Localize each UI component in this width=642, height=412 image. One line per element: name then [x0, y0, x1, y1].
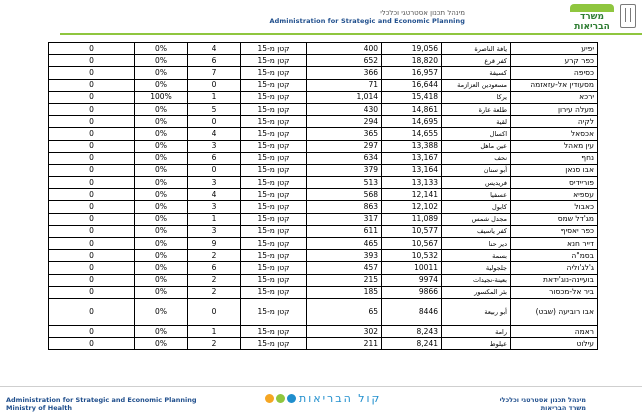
- table-row: [49, 91, 598, 103]
- count-cell: 71: [307, 79, 382, 91]
- footer-divider: [0, 386, 642, 387]
- hebrew-name-cell: בסמ"ה: [511, 250, 598, 262]
- population-cell: 16,957: [382, 67, 442, 79]
- count-cell: 211: [307, 338, 382, 350]
- count-cell: 634: [307, 152, 382, 164]
- category-cell: קטן מ-15: [241, 189, 307, 201]
- number-cell: 7: [188, 67, 241, 79]
- table-row: [49, 177, 598, 189]
- category-cell: קטן מ-15: [241, 286, 307, 298]
- population-cell: 13,164: [382, 164, 442, 176]
- arabic-name-cell: عين ماهل: [442, 140, 511, 152]
- category-cell: קטן מ-15: [241, 250, 307, 262]
- number-cell: 3: [188, 225, 241, 237]
- zero-cell: 0: [49, 152, 135, 164]
- hebrew-name-cell: ירכא: [511, 91, 598, 103]
- population-cell: 10011: [382, 262, 442, 274]
- hebrew-name-cell: נחף: [511, 152, 598, 164]
- population-cell: 16,644: [382, 79, 442, 91]
- kol-logo-dots-icon: [265, 394, 296, 403]
- count-cell: 652: [307, 55, 382, 67]
- population-cell: 14,655: [382, 128, 442, 140]
- state-emblem-icon: [620, 4, 636, 28]
- arabic-name-cell: طلعة عارة: [442, 103, 511, 115]
- arabic-name-cell: عسفيا: [442, 189, 511, 201]
- zero-cell: 0: [49, 91, 135, 103]
- population-cell: 9866: [382, 286, 442, 298]
- arabic-name-cell: يركا: [442, 91, 511, 103]
- number-cell: 3: [188, 140, 241, 152]
- count-cell: 568: [307, 189, 382, 201]
- hebrew-name-cell: אכסאל: [511, 128, 598, 140]
- category-cell: קטן מ-15: [241, 91, 307, 103]
- arabic-name-cell: أبو ربيعة: [442, 298, 511, 325]
- zero-cell: 0: [49, 225, 135, 237]
- percent-cell: 0%: [135, 152, 188, 164]
- category-cell: קטן מ-15: [241, 298, 307, 325]
- percent-cell: 0%: [135, 325, 188, 337]
- population-cell: 11,089: [382, 213, 442, 225]
- arabic-name-cell: بئر المكسور: [442, 286, 511, 298]
- table-row: [49, 201, 598, 213]
- hebrew-name-cell: פוריידיס: [511, 177, 598, 189]
- hebrew-name-cell: אבו רוביעה (שבט): [511, 298, 598, 325]
- count-cell: 365: [307, 128, 382, 140]
- category-cell: קטן מ-15: [241, 325, 307, 337]
- count-cell: 294: [307, 116, 382, 128]
- zero-cell: 0: [49, 338, 135, 350]
- population-cell: 9974: [382, 274, 442, 286]
- zero-cell: 0: [49, 274, 135, 286]
- population-cell: 10,577: [382, 225, 442, 237]
- count-cell: 611: [307, 225, 382, 237]
- footer-admin-line: Administration for Strategic and Economic Planning: [6, 396, 197, 404]
- ministry-of-health-logo: [570, 2, 614, 30]
- zero-cell: 0: [49, 116, 135, 128]
- arabic-name-cell: مجدل شمس: [442, 213, 511, 225]
- zero-cell: 0: [49, 128, 135, 140]
- table-row: [49, 213, 598, 225]
- table-row: [49, 325, 598, 337]
- arabic-name-cell: نحف: [442, 152, 511, 164]
- arabic-name-cell: جلجولية: [442, 262, 511, 274]
- zero-cell: 0: [49, 325, 135, 337]
- number-cell: 1: [188, 325, 241, 337]
- number-cell: 0: [188, 79, 241, 91]
- arabic-name-cell: كسيفة: [442, 67, 511, 79]
- percent-cell: 0%: [135, 286, 188, 298]
- population-cell: 15,418: [382, 91, 442, 103]
- count-cell: 366: [307, 67, 382, 79]
- zero-cell: 0: [49, 67, 135, 79]
- percent-cell: 0%: [135, 140, 188, 152]
- population-cell: 13,133: [382, 177, 442, 189]
- percent-cell: 0%: [135, 128, 188, 140]
- category-cell: קטן מ-15: [241, 43, 307, 55]
- zero-cell: 0: [49, 250, 135, 262]
- population-cell: 8,241: [382, 338, 442, 350]
- zero-cell: 0: [49, 201, 135, 213]
- header-divider: [60, 33, 642, 35]
- count-cell: 393: [307, 250, 382, 262]
- count-cell: 379: [307, 164, 382, 176]
- moh-logo-text: משרד הבריאות: [574, 12, 610, 32]
- number-cell: 4: [188, 189, 241, 201]
- percent-cell: 0%: [135, 213, 188, 225]
- table-row: [49, 128, 598, 140]
- arabic-name-cell: رامة: [442, 325, 511, 337]
- population-cell: 13,388: [382, 140, 442, 152]
- zero-cell: 0: [49, 189, 135, 201]
- population-cell: 8,243: [382, 325, 442, 337]
- footer-ministry-he-line: משרד הבריאות: [540, 404, 586, 412]
- category-cell: קטן מ-15: [241, 128, 307, 140]
- count-cell: 430: [307, 103, 382, 115]
- category-cell: קטן מ-15: [241, 103, 307, 115]
- arabic-name-cell: لقية: [442, 116, 511, 128]
- number-cell: 2: [188, 250, 241, 262]
- count-cell: 185: [307, 286, 382, 298]
- category-cell: קטן מ-15: [241, 79, 307, 91]
- page-header: [0, 0, 642, 38]
- arabic-name-cell: بسمة: [442, 250, 511, 262]
- admin-title-english: Administration for Strategic and Economic Planning: [269, 17, 465, 25]
- admin-title: [265, 9, 465, 25]
- header-logos: [570, 2, 636, 30]
- percent-cell: 0%: [135, 250, 188, 262]
- table-row: [49, 262, 598, 274]
- hebrew-name-cell: כפר קרע: [511, 55, 598, 67]
- hebrew-name-cell: עין מאהל: [511, 140, 598, 152]
- percent-cell: 100%: [135, 91, 188, 103]
- number-cell: 2: [188, 274, 241, 286]
- percent-cell: 0%: [135, 201, 188, 213]
- zero-cell: 0: [49, 213, 135, 225]
- percent-cell: 0%: [135, 164, 188, 176]
- category-cell: קטן מ-15: [241, 116, 307, 128]
- category-cell: קטן מ-15: [241, 140, 307, 152]
- zero-cell: 0: [49, 238, 135, 250]
- category-cell: קטן מ-15: [241, 152, 307, 164]
- percent-cell: 0%: [135, 103, 188, 115]
- count-cell: 215: [307, 274, 382, 286]
- admin-title-hebrew: מינהל תכנון אסטרטגי וכלכלי: [380, 9, 465, 17]
- percent-cell: 0%: [135, 189, 188, 201]
- percent-cell: 0%: [135, 262, 188, 274]
- category-cell: קטן מ-15: [241, 177, 307, 189]
- table-row: [49, 286, 598, 298]
- percent-cell: 0%: [135, 67, 188, 79]
- population-cell: 12,102: [382, 201, 442, 213]
- population-cell: 18,820: [382, 55, 442, 67]
- population-cell: 14,695: [382, 116, 442, 128]
- zero-cell: 0: [49, 43, 135, 55]
- hebrew-name-cell: עילוט: [511, 338, 598, 350]
- zero-cell: 0: [49, 103, 135, 115]
- number-cell: 0: [188, 298, 241, 325]
- category-cell: קטן מ-15: [241, 262, 307, 274]
- hebrew-name-cell: דייר חנא: [511, 238, 598, 250]
- number-cell: 6: [188, 152, 241, 164]
- number-cell: 1: [188, 91, 241, 103]
- table-row: [49, 103, 598, 115]
- population-cell: 8446: [382, 298, 442, 325]
- arabic-name-cell: كابول: [442, 201, 511, 213]
- number-cell: 2: [188, 338, 241, 350]
- number-cell: 2: [188, 286, 241, 298]
- arabic-name-cell: عيلوط: [442, 338, 511, 350]
- number-cell: 4: [188, 43, 241, 55]
- count-cell: 457: [307, 262, 382, 274]
- table-row: [49, 225, 598, 237]
- arabic-name-cell: فريديس: [442, 177, 511, 189]
- category-cell: קטן מ-15: [241, 238, 307, 250]
- zero-cell: 0: [49, 79, 135, 91]
- hebrew-name-cell: ראמה: [511, 325, 598, 337]
- table-row: [49, 116, 598, 128]
- number-cell: 5: [188, 103, 241, 115]
- table-row: [49, 164, 598, 176]
- category-cell: קטן מ-15: [241, 201, 307, 213]
- hebrew-name-cell: אבו סנאן: [511, 164, 598, 176]
- table-row: [49, 189, 598, 201]
- category-cell: קטן מ-15: [241, 274, 307, 286]
- hebrew-name-cell: ג'לג'וליה: [511, 262, 598, 274]
- number-cell: 0: [188, 116, 241, 128]
- arabic-name-cell: أبو سنان: [442, 164, 511, 176]
- number-cell: 6: [188, 55, 241, 67]
- table-row: [49, 140, 598, 152]
- hebrew-name-cell: לקיה: [511, 116, 598, 128]
- arabic-name-cell: يافة الناصرة: [442, 43, 511, 55]
- count-cell: 317: [307, 213, 382, 225]
- hebrew-name-cell: כפר יאסיף: [511, 225, 598, 237]
- table-row: [49, 250, 598, 262]
- table-row: [49, 238, 598, 250]
- percent-cell: 0%: [135, 225, 188, 237]
- page-footer: [0, 386, 642, 410]
- arabic-name-cell: بعينة-نجيدات: [442, 274, 511, 286]
- arabic-name-cell: كفر ياسيف: [442, 225, 511, 237]
- zero-cell: 0: [49, 164, 135, 176]
- zero-cell: 0: [49, 140, 135, 152]
- percent-cell: 0%: [135, 177, 188, 189]
- hebrew-name-cell: כאבול: [511, 201, 598, 213]
- number-cell: 1: [188, 213, 241, 225]
- footer-admin-he-line: מינהל תכנון אסטרטגי וכלכלי: [499, 396, 586, 404]
- table-row: [49, 55, 598, 67]
- zero-cell: 0: [49, 177, 135, 189]
- number-cell: 9: [188, 238, 241, 250]
- number-cell: 3: [188, 177, 241, 189]
- population-cell: 13,167: [382, 152, 442, 164]
- hebrew-name-cell: יפיע: [511, 43, 598, 55]
- population-cell: 12,141: [382, 189, 442, 201]
- localities-table: [48, 42, 598, 350]
- zero-cell: 0: [49, 298, 135, 325]
- table-row: [49, 79, 598, 91]
- number-cell: 3: [188, 201, 241, 213]
- count-cell: 297: [307, 140, 382, 152]
- percent-cell: 0%: [135, 55, 188, 67]
- category-cell: קטן מ-15: [241, 55, 307, 67]
- table-row: [49, 338, 598, 350]
- count-cell: 302: [307, 325, 382, 337]
- table-row: [49, 298, 598, 325]
- arabic-name-cell: كفر قرع: [442, 55, 511, 67]
- table-row: [49, 43, 598, 55]
- percent-cell: 0%: [135, 43, 188, 55]
- percent-cell: 0%: [135, 79, 188, 91]
- hebrew-name-cell: מג'דל שמס: [511, 213, 598, 225]
- arabic-name-cell: اكسال: [442, 128, 511, 140]
- hebrew-name-cell: בועיינה-נוג'ידאת: [511, 274, 598, 286]
- category-cell: קטן מ-15: [241, 225, 307, 237]
- kol-logo-text: קול הבריאות: [299, 392, 382, 405]
- number-cell: 4: [188, 128, 241, 140]
- category-cell: קטן מ-15: [241, 338, 307, 350]
- hebrew-name-cell: ביר אל-מכסור: [511, 286, 598, 298]
- table-row: [49, 152, 598, 164]
- arabic-name-cell: مسعودين العزازمة: [442, 79, 511, 91]
- hebrew-name-cell: מעלה עירון: [511, 103, 598, 115]
- zero-cell: 0: [49, 262, 135, 274]
- hebrew-name-cell: כסיפה: [511, 67, 598, 79]
- percent-cell: 0%: [135, 298, 188, 325]
- number-cell: 0: [188, 164, 241, 176]
- hebrew-name-cell: עספיא: [511, 189, 598, 201]
- count-cell: 465: [307, 238, 382, 250]
- population-cell: 10,532: [382, 250, 442, 262]
- count-cell: 513: [307, 177, 382, 189]
- number-cell: 6: [188, 262, 241, 274]
- population-cell: 14,861: [382, 103, 442, 115]
- table-row: [49, 274, 598, 286]
- hebrew-name-cell: מסעודין אל-עזאזמה: [511, 79, 598, 91]
- zero-cell: 0: [49, 286, 135, 298]
- percent-cell: 0%: [135, 274, 188, 286]
- count-cell: 1,014: [307, 91, 382, 103]
- percent-cell: 0%: [135, 338, 188, 350]
- footer-ministry-line: Ministry of Health: [6, 404, 72, 412]
- count-cell: 400: [307, 43, 382, 55]
- count-cell: 65: [307, 298, 382, 325]
- percent-cell: 0%: [135, 116, 188, 128]
- category-cell: קטן מ-15: [241, 67, 307, 79]
- count-cell: 863: [307, 201, 382, 213]
- population-cell: 19,056: [382, 43, 442, 55]
- category-cell: קטן מ-15: [241, 164, 307, 176]
- population-cell: 10,567: [382, 238, 442, 250]
- table-row: [49, 67, 598, 79]
- table-body: [49, 43, 598, 350]
- zero-cell: 0: [49, 55, 135, 67]
- kol-habriut-logo: [265, 392, 381, 405]
- percent-cell: 0%: [135, 238, 188, 250]
- category-cell: קטן מ-15: [241, 213, 307, 225]
- arabic-name-cell: دير حنا: [442, 238, 511, 250]
